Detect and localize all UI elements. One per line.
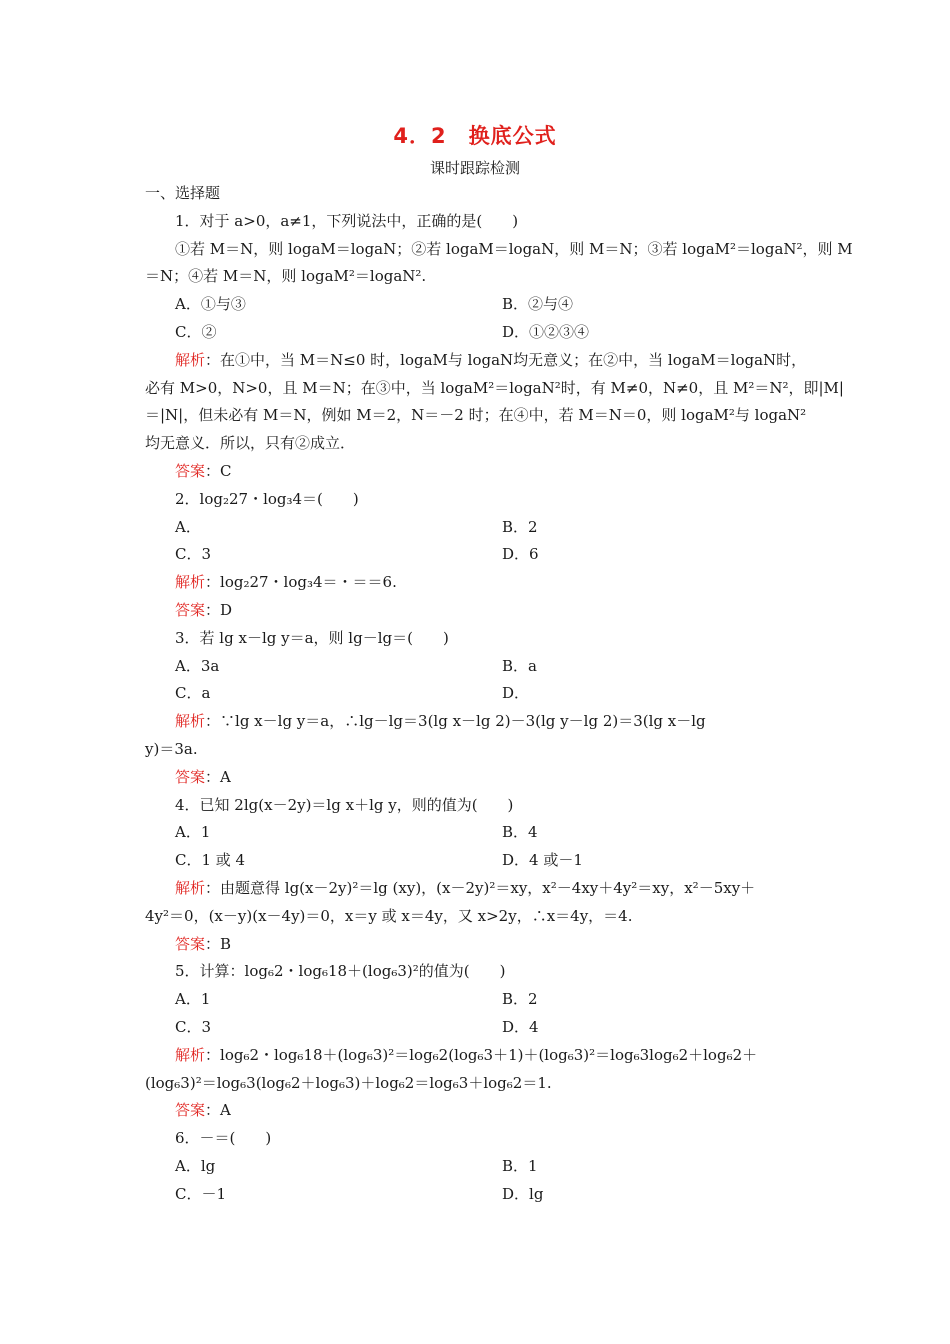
answer-label: 答案 bbox=[175, 934, 206, 953]
q4-analysis-line: 解析：由题意得 lg(x－2y)²＝lg (xy)，(x－2y)²＝xy，x²－4xy＋4y²＝xy，x²－5xy＋ bbox=[175, 878, 756, 897]
q5-option-b: B．2 bbox=[502, 990, 538, 1009]
q6-options-row bbox=[145, 1181, 810, 1209]
q5-analysis-line: 解析：log₆2・log₆18＋(log₆3)²＝log₆2(log₆3＋1)＋(log₆3)²＝log₆3log₆2＋log₆2＋ bbox=[175, 1045, 758, 1064]
answer-label: 答案 bbox=[175, 767, 206, 786]
q3-option-c: C．a bbox=[175, 684, 211, 703]
q5-options-row bbox=[145, 986, 810, 1014]
q1-body-line: ①若 M＝N，则 logaM＝logaN；②若 logaM＝logaN，则 M＝N；③若 logaM²＝logaN²，则 M bbox=[175, 239, 853, 258]
q1-analysis-line: 必有 M>0，N>0，且 M＝N；在③中，当 logaM²＝logaN²时，有 M≠0，N≠0，且 M²＝N²，即|M| bbox=[145, 378, 844, 397]
section-heading: 一、选择题 bbox=[145, 184, 221, 202]
q2-options-row bbox=[145, 541, 810, 569]
q5-option-a: A．1 bbox=[175, 990, 211, 1009]
q6-option-a: A．lg bbox=[175, 1156, 216, 1175]
page-subtitle: 课时跟踪检测 bbox=[429, 159, 520, 177]
analysis-label: 解析 bbox=[175, 878, 206, 897]
q5-analysis-line: (log₆3)²＝log₆3(log₆2＋log₆3)＋log₆2＝log₆3＋log₆2＝1. bbox=[145, 1073, 552, 1092]
q1-option-a: A．①与③ bbox=[175, 295, 246, 314]
q3-analysis-line: 解析：∵lg x－lg y＝a，∴lg－lg＝3(lg x－lg 2)－3(lg y－lg 2)＝3(lg x－lg bbox=[175, 712, 706, 731]
q2-option-d: D．6 bbox=[502, 545, 539, 564]
q4-option-a: A．1 bbox=[175, 823, 211, 842]
q3-stem: 3．若 lg x－lg y＝a，则 lg－lg＝( ) bbox=[175, 628, 449, 647]
page-title: 4．2 换底公式 bbox=[393, 124, 557, 148]
q3-options-row bbox=[145, 653, 810, 681]
q2-option-c: C．3 bbox=[175, 545, 212, 564]
q1-options-row bbox=[145, 291, 810, 319]
q2-option-b: B．2 bbox=[502, 517, 538, 536]
q6-options-row bbox=[145, 1153, 810, 1181]
q4-options-row bbox=[145, 847, 810, 875]
q2-stem: 2．log₂27・log₃4＝( ) bbox=[175, 489, 359, 508]
q3-answer: 答案：A bbox=[175, 767, 231, 786]
q1-option-c: C．② bbox=[175, 322, 217, 341]
q4-option-b: B．4 bbox=[502, 823, 538, 842]
q5-options-row bbox=[145, 1014, 810, 1042]
q3-analysis-line: y)＝3a. bbox=[145, 739, 198, 758]
q6-option-c: C．－1 bbox=[175, 1184, 227, 1203]
q4-option-d: D．4 或－1 bbox=[502, 851, 583, 870]
analysis-label: 解析 bbox=[175, 350, 206, 369]
analysis-label: 解析 bbox=[175, 712, 206, 731]
q6-stem: 6．－＝( ) bbox=[175, 1129, 272, 1148]
q3-options-row bbox=[145, 680, 810, 708]
q5-option-c: C．3 bbox=[175, 1017, 212, 1036]
q1-analysis-line: ＝|N|，但未必有 M＝N，例如 M＝2，N＝－2 时；在④中，若 M＝N＝0，则 logaM²与 logaN² bbox=[145, 406, 807, 425]
answer-label: 答案 bbox=[175, 461, 206, 480]
answer-label: 答案 bbox=[175, 1101, 206, 1120]
q3-option-b: B．a bbox=[502, 656, 537, 675]
analysis-label: 解析 bbox=[175, 573, 206, 592]
q4-analysis-line: 4y²＝0，(x－y)(x－4y)＝0，x＝y 或 x＝4y，又 x>2y，∴x＝4y，＝4. bbox=[145, 906, 633, 925]
q1-stem: 1．对于 a>0，a≠1，下列说法中，正确的是( ) bbox=[175, 211, 519, 230]
document-content bbox=[145, 180, 853, 1208]
q6-option-d: D．lg bbox=[502, 1184, 544, 1203]
q3-option-a: A．3a bbox=[175, 656, 220, 675]
answer-label: 答案 bbox=[175, 600, 206, 619]
q1-answer: 答案：C bbox=[175, 461, 232, 480]
q3-option-d: D． bbox=[502, 684, 530, 703]
q5-stem: 5．计算：log₆2・log₆18＋(log₆3)²的值为( ) bbox=[175, 962, 506, 981]
q2-option-a: A． bbox=[175, 517, 201, 536]
q4-options-row bbox=[145, 819, 810, 847]
q1-option-d: D．①②③④ bbox=[502, 322, 590, 341]
q1-body-line: ＝N；④若 M＝N，则 logaM²＝logaN². bbox=[145, 267, 427, 286]
q2-analysis: 解析：log₂27・log₃4＝・＝＝6. bbox=[175, 573, 397, 592]
q1-analysis-line: 均无意义．所以，只有②成立． bbox=[145, 434, 356, 453]
q2-answer: 答案：D bbox=[175, 600, 233, 619]
q5-answer: 答案：A bbox=[175, 1101, 231, 1120]
q2-options-row bbox=[145, 514, 810, 542]
q4-option-c: C．1 或 4 bbox=[175, 851, 246, 870]
q4-answer: 答案：B bbox=[175, 934, 232, 953]
q1-analysis-line: 解析：在①中，当 M＝N≤0 时，logaM与 logaN均无意义；在②中，当 logaM＝logaN时， bbox=[175, 350, 807, 369]
analysis-label: 解析 bbox=[175, 1045, 206, 1064]
q4-stem: 4．已知 2lg(x－2y)＝lg x＋lg y，则的值为( ) bbox=[175, 795, 514, 814]
q1-option-b: B．②与④ bbox=[502, 295, 574, 314]
q6-option-b: B．1 bbox=[502, 1156, 538, 1175]
q1-options-row bbox=[145, 319, 810, 347]
q5-option-d: D．4 bbox=[502, 1017, 539, 1036]
